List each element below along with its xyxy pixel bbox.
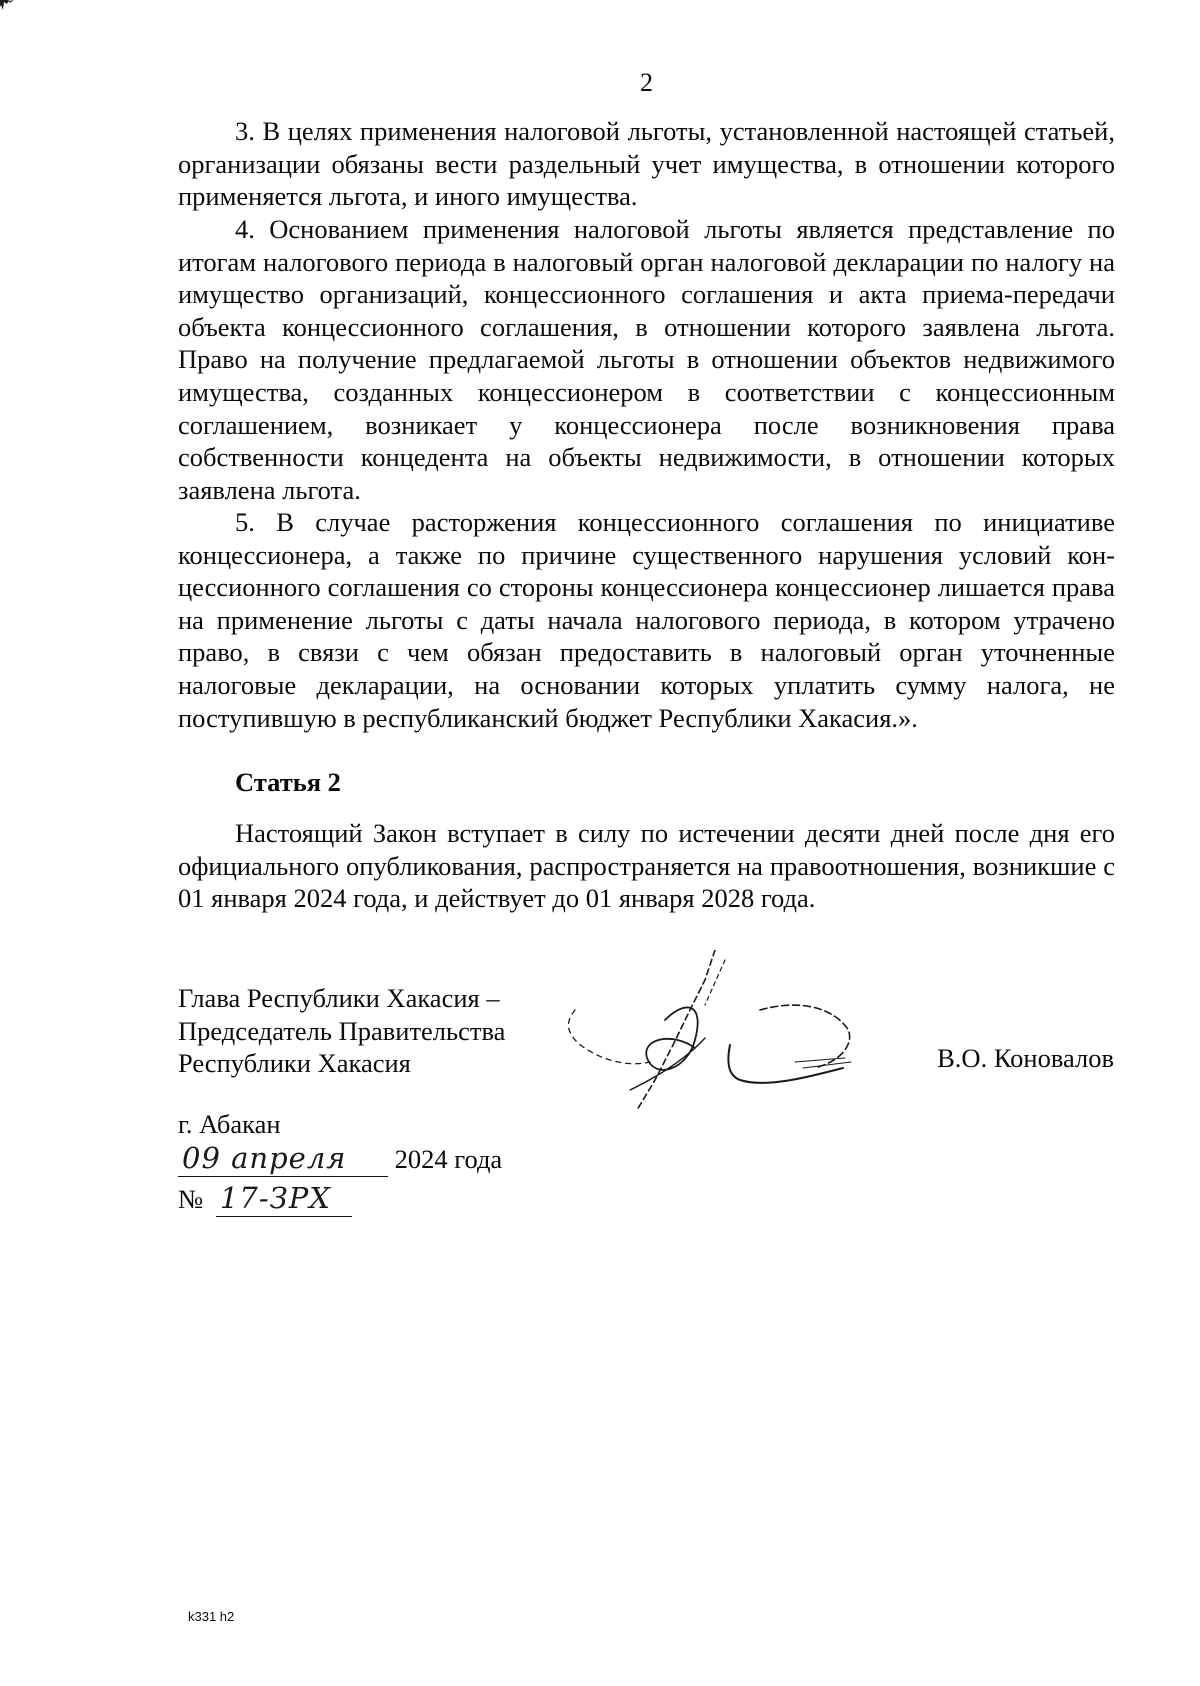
handwritten-law-number: 17-ЗРХ [216,1181,352,1217]
date-line [178,1141,502,1177]
file-code: k331 h2 [188,1609,235,1624]
law-number-line [178,1181,352,1217]
page-number: 2 [640,68,653,97]
scan-artifact-mark [0,0,22,12]
law-number-prefix: № [178,1184,204,1214]
article-2-body [178,817,1115,915]
signatory-name: В.О. Коновалов [937,1043,1114,1073]
paragraph-4 [178,213,1115,506]
signatory-title [178,982,505,1080]
place-of-signing: г. Абакан [178,1109,281,1139]
signatory-title-line-1: Глава Республики Хакасия – [178,983,500,1013]
date-year: 2024 года [394,1144,503,1174]
paragraph-3 [178,115,1115,213]
paragraph-4-text: 4. Основанием применения налоговой льготы является представление по итогам налогового периода в налоговый орган налоговой декларации по налогу на имущество организаций, концессионного соглашения и акта приема-передачи объекта концессионного соглашения, в отношении которого заявлена льгота. Право на получение предлагаемой льготы в отношении объектов недвижимого имущества, созданных концессионером в соответствии с концессионным соглашением, возникает у концессионера после возникновения права собственности концедента на объекты недвижимости, в отношении которых заявлена льгота. [178,214,1115,505]
article-2-title: Статья 2 [235,767,341,797]
signatory-title-line-2: Председатель Правительства [178,1015,506,1046]
paragraph-3-text: 3. В целях применения налоговой льготы, установленной настоящей статьей, организации обязаны вести раздельный учет имущества, в отношении которого применяется льгота, и иного имущества. [178,116,1115,212]
signatory-title-line-3: Республики Хакасия [178,1048,411,1079]
article-2-text: Настоящий Закон вступает в силу по истечении десяти дней после дня его официального опубликования, распространяется на правоотношения, возникшие с 01 января 2024 года, и действует до 01 января 2028 года. [178,818,1115,914]
paragraph-5 [178,506,1115,734]
paragraph-5-text: 5. В случае расторжения концессионного соглашения по инициативе концессионера, а также по причине существенного нарушения условий концессионного соглашения со стороны концессионера концессионер лишается права на применение льготы с даты начала налогового периода, в котором утрачено право, в связи с чем обязан предоставить в налоговый орган уточненные налоговые декларации, на основании которых уплатить сумму налога, не поступившую в республиканский бюджет Республики Хакасия.». [178,507,1115,733]
handwritten-signature [555,950,875,1115]
handwritten-date: 09 апреля [178,1141,388,1177]
